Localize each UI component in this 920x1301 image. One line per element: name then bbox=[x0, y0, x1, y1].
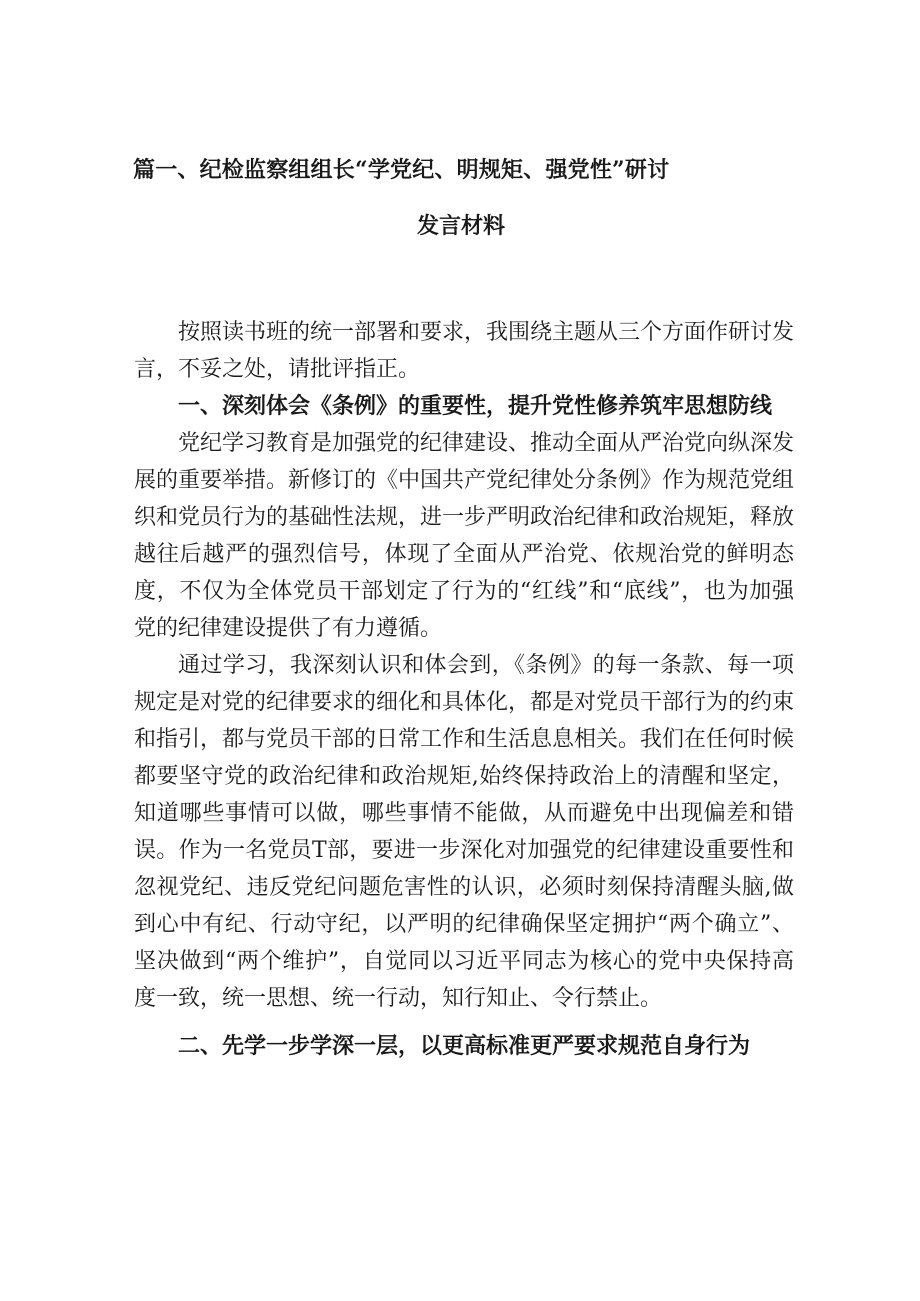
document-title-line-2: 发言材料 bbox=[416, 213, 505, 239]
section-1-paragraph-1: 党纪学习教育是加强党的纪律建设、推动全面从严治党向纵深发展的重要举措。新修订的《中国共产党纪律处分条例》作为规范党组织和党员行为的基础性法规，进一步严明政治纪律和政治规矩，释放越往后越严的强烈信号，体现了全面从严治党、依规治党的鲜明态度，不仅为全体党员干部划定了行为的“红线”和“底线”，也为加强党的纪律建设提供了有力遵循。 bbox=[134, 431, 795, 641]
section-1-paragraph-2: 通过学习，我深刻认识和体会到，《条例》的每一条款、每一项规定是对党的纪律要求的细化和具体化，都是对党员干部行为的约束和指引，都与党员干部的日常工作和生活息息相关。我们在任何时候都要坚守党的政治纪律和政治规矩,始终保持政治上的清醒和坚定，知道哪些事情可以做，哪些事情不能做，从而避免中出现偏差和错误。作为一名党员T部，要进一步深化对加强党的纪律建设重要性和忽视党纪、违反党纪问题危害性的认识，必须时刻保持清醒头脑,做到心中有纪、行动守纪，以严明的纪律确保坚定拥护“两个确立”、坚决做到“两个维护”，自觉同以习近平同志为核心的党中央保持高度一致，统一思想、统一行动，知行知止、令行禁止。 bbox=[134, 653, 795, 1011]
document-body bbox=[134, 314, 794, 1065]
section-2-heading: 二、先学一步学深一层，以更高标准更严要求规范自身行为 bbox=[178, 1033, 751, 1059]
intro-paragraph: 按照读书班的统一部署和要求，我围绕主题从三个方面作研讨发言，不妥之处，请批评指正。 bbox=[134, 320, 795, 382]
document-title-line-1: 篇一、纪检监察组组长“学党纪、明规矩、强党性”研讨 bbox=[133, 157, 670, 183]
section-1-heading: 一、深刻体会《条例》的重要性，提升党性修养筑牢思想防线 bbox=[178, 393, 773, 419]
section-spacer bbox=[134, 1017, 794, 1028]
